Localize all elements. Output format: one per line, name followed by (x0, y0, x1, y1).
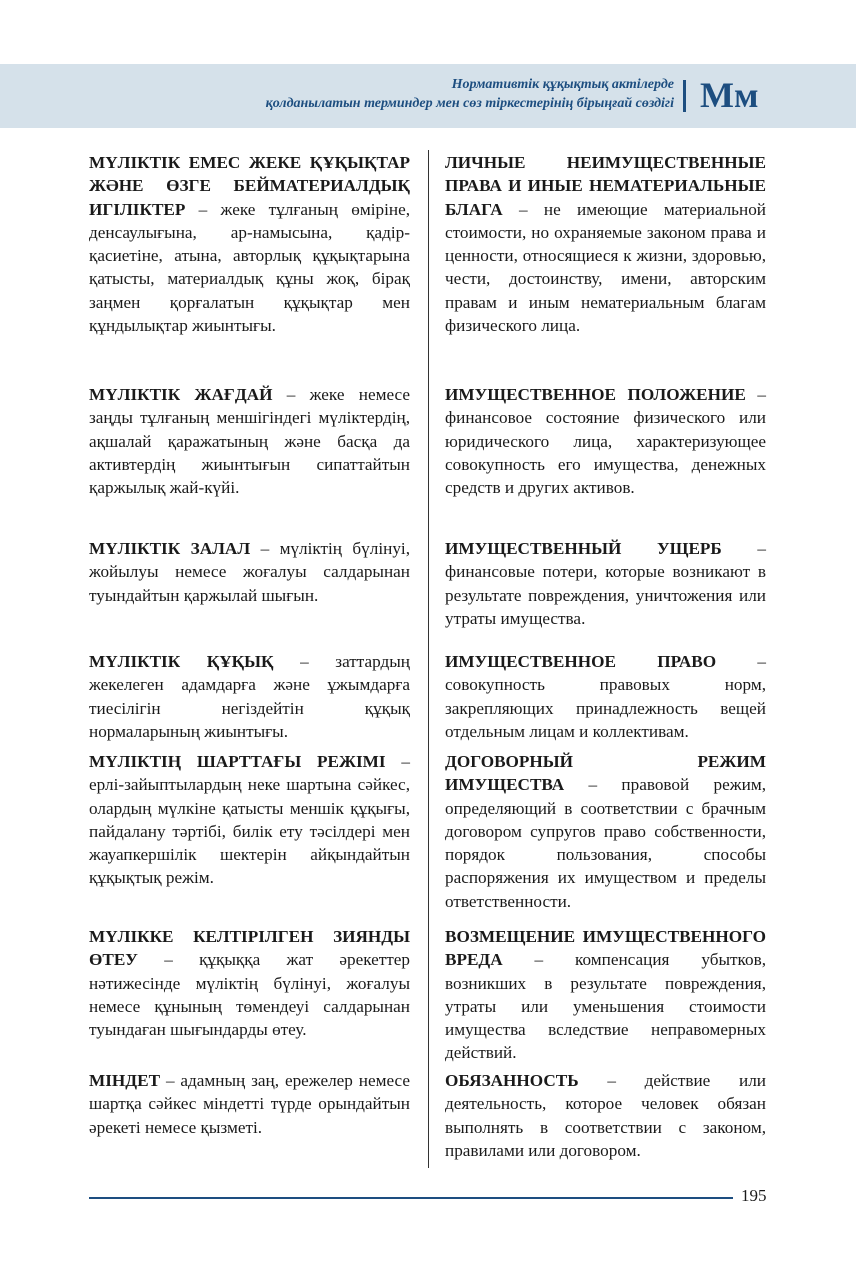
definition-ru: – правовой режим, определяющий в соответствии с брачным договором супругов право собственности, порядок пользования, способы распоряжения их имуществом и пределы ответственности. (445, 775, 766, 911)
definition-kk: – адамның заң, ережелер немесе шартқа сәйкес міндетті түрде орындайтын әрекеті немесе қызметі. (89, 1071, 410, 1137)
term-kk: МҮЛІКТІК ҚҰҚЫҚ (89, 652, 274, 671)
column-divider (428, 150, 429, 1168)
term-ru: ДОГОВОРНЫЙ РЕЖИМ ИМУЩЕСТВА (445, 752, 766, 795)
page-number: 195 (741, 1186, 767, 1205)
definition-kk: – мүліктің бүлінуі, жойылуы немесе жоғалуы салдарынан туындайтын қаржылай шығын. (89, 539, 410, 605)
term-ru: ОБЯЗАННОСТЬ (445, 1071, 579, 1090)
entry-ru-7 (445, 1069, 766, 1162)
definition-ru: – финансовые потери, которые возникают в результате повреждения, уничтожения или утраты имущества. (445, 539, 766, 628)
definition-ru: – финансовое состояние физического или юридического лица, характеризующее совокупность его имущества, денежных средств и других активов. (445, 385, 766, 498)
header-separator (683, 80, 686, 112)
definition-kk: – құқыққа жат әрекеттер нәтижесінде мүліктің бүлінуі, жоғалуы немесе құнының төмендеуі салдарынан туындаған шығындарды өтеу. (89, 950, 410, 1040)
book-title-line-2: қолданылатын терминдер мен сөз тіркестерінің бірыңғай сөздігі (265, 96, 674, 111)
term-kk: МҮЛІКТІК ЖАҒДАЙ (89, 385, 273, 404)
definition-ru: – компенсация убытков, возникших в результате повреждения, утраты или уменьшения стоимости имущества вследствие неправомерных действий. (445, 950, 766, 1063)
term-ru: ИМУЩЕСТВЕННОЕ ПОЛОЖЕНИЕ (445, 385, 746, 404)
term-kk: МҮЛІКТІҢ ШАРТТАҒЫ РЕЖІМІ (89, 752, 386, 771)
term-ru: ИМУЩЕСТВЕННОЕ ПРАВО (445, 652, 717, 671)
definition-ru: – не имеющие материальной стоимости, но охраняемые законом права и ценности, относящиеся к жизни, здоровью, чести, достоинству, имени, авторским правам и иным нематериальным благам физического лица. (445, 199, 766, 336)
entry-kk-2 (89, 383, 410, 499)
entry-kk-3 (89, 537, 410, 607)
definition-ru: – совокупность правовых норм, закрепляющих принадлежность вещей отдельным лицам и коллективам. (445, 652, 766, 741)
definition-kk: – ерлі-зайыптылардың неке шартына сәйкес, олардың мүлкіне қатысты меншік құқығы, пайдалану тәртібі, билік ету тәсілдері мен жауапкершілік шектерін айқындайтын құқықтық режім. (89, 752, 410, 888)
definition-kk: – жеке немесе заңды тұлғаның меншігіндегі мүліктердің, ақшалай қаражатының және басқа да активтердің жиынтығын сипаттайтын қаржылық жай-күйі. (89, 385, 410, 498)
entry-ru-5 (445, 750, 766, 913)
entry-kk-7 (89, 1069, 410, 1139)
term-kk: МҮЛІКТІК ЕМЕС ЖЕКЕ ҚҰҚЫҚТАР ЖӘНЕ ӨЗГЕ БЕЙМАТЕРИАЛДЫҚ ИГІЛІКТЕР (89, 153, 410, 219)
entry-kk-5 (89, 750, 410, 890)
entry-ru-2 (445, 383, 766, 499)
definition-ru: – действие или деятельность, которое человек обязан выполнять в соответствии с законом, правилами или договором. (445, 1071, 766, 1160)
section-letter: Мм (700, 75, 759, 115)
entry-ru-4 (445, 650, 766, 743)
entry-kk-4 (89, 650, 410, 743)
definition-kk: – жеке тұлғаның өміріне, денсаулығына, ар-намысына, қадір-қасиетіне, атына, авторлық құқықтарына қатысты, материалдық құны жоқ, бірақ заңмен қорғалатын құқықтар мен құндылықтар жиынтығы. (89, 199, 410, 336)
term-kk: МҮЛІКТІК ЗАЛАЛ (89, 539, 251, 558)
entry-ru-6 (445, 925, 766, 1065)
book-title (266, 75, 674, 113)
book-title-line-1: Нормативтік құқықтық актілерде (451, 77, 674, 92)
entry-ru-3 (445, 537, 766, 630)
term-ru: ВОЗМЕЩЕНИЕ ИМУЩЕСТВЕННОГО ВРЕДА (445, 927, 766, 970)
term-ru: ИМУЩЕСТВЕННЫЙ УЩЕРБ (445, 539, 722, 558)
term-ru: ЛИЧНЫЕ НЕИМУЩЕСТВЕННЫЕ ПРАВА И ИНЫЕ НЕМАТЕРИАЛЬНЫЕ БЛАГА (445, 153, 766, 219)
entry-ru-1 (445, 151, 766, 337)
definition-kk: – заттардың жекелеген адамдарға және ұжымдарға тиесілігін негіздейтін құқық нормаларының жиынтығы. (89, 652, 410, 741)
entry-kk-6 (89, 925, 410, 1041)
entry-kk-1 (89, 151, 410, 337)
term-kk: МІНДЕТ (89, 1071, 161, 1090)
term-kk: МҮЛІККЕ КЕЛТІРІЛГЕН ЗИЯНДЫ ӨТЕУ (89, 927, 410, 970)
footer-rule (89, 1197, 733, 1199)
